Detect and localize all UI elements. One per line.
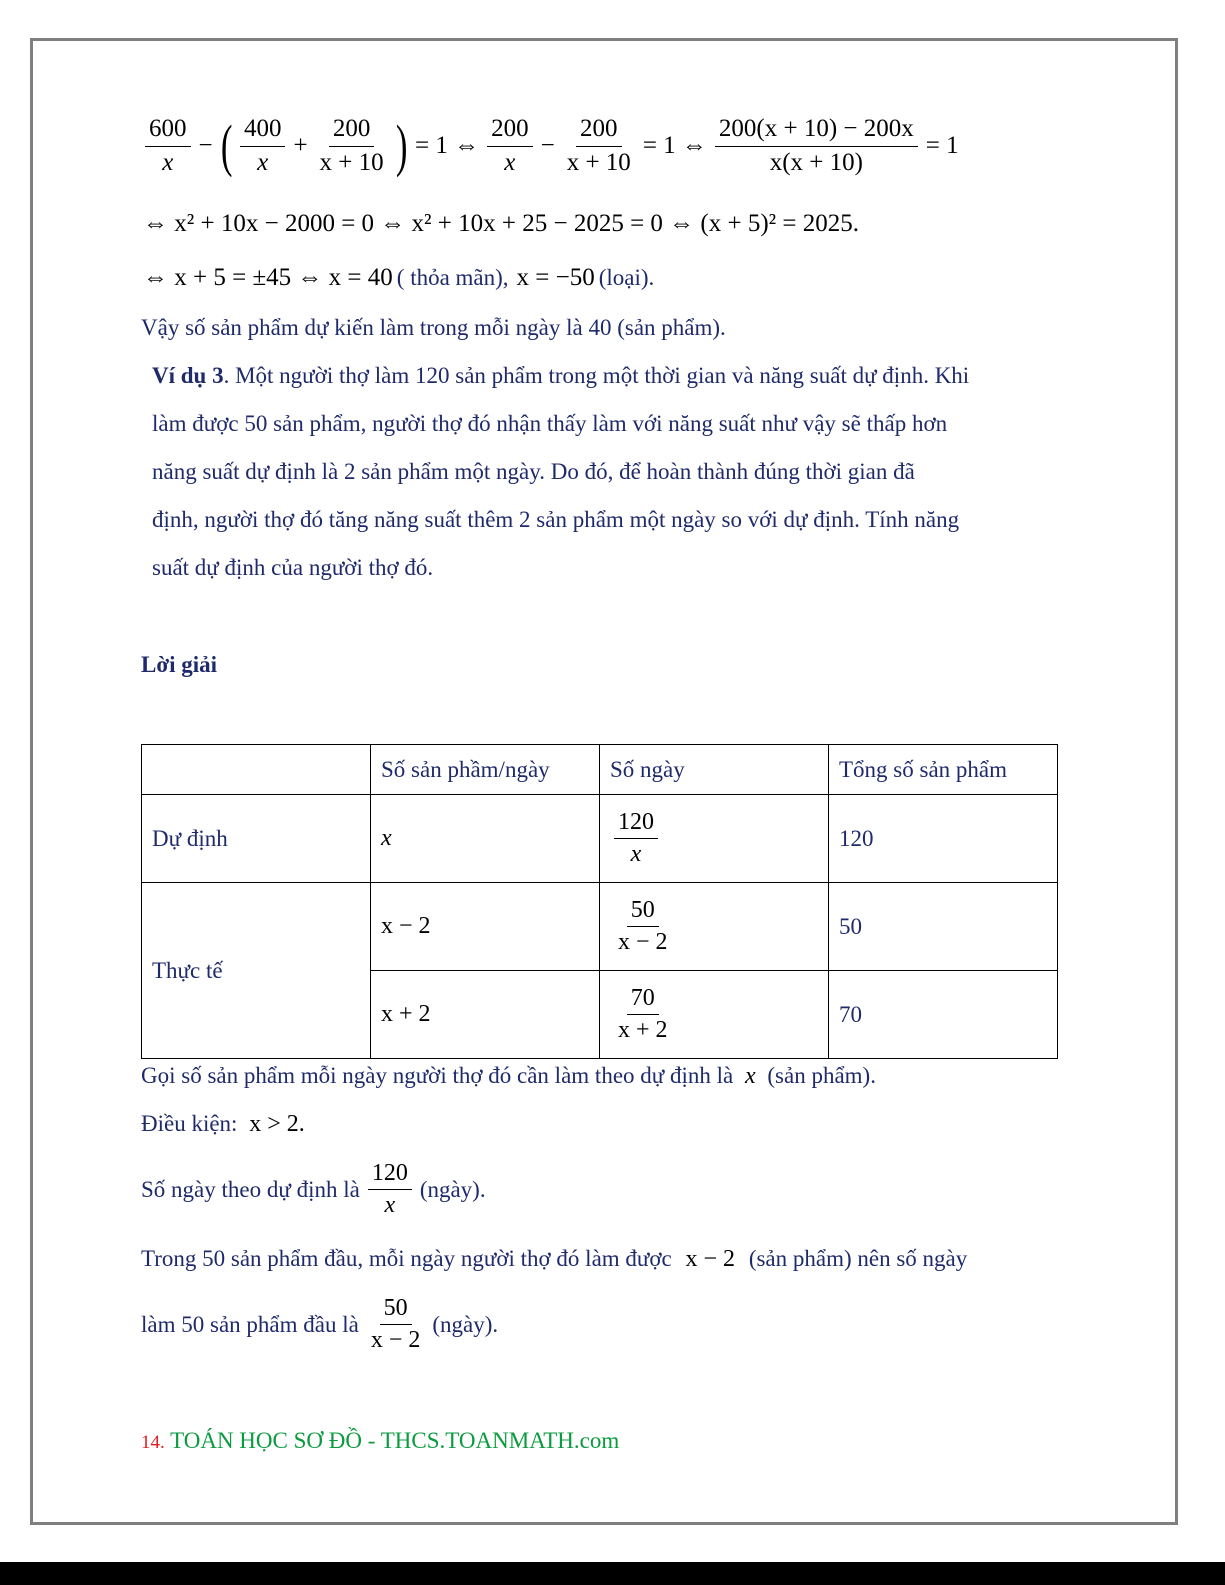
text: (ngày). bbox=[419, 1176, 486, 1202]
equation-part: x = −50 bbox=[516, 264, 595, 291]
solution-table bbox=[141, 744, 1058, 1059]
fraction bbox=[240, 113, 286, 179]
fraction bbox=[563, 113, 635, 179]
fraction bbox=[715, 113, 918, 179]
math: x − 2 bbox=[685, 1246, 736, 1272]
page-footer bbox=[141, 1428, 619, 1454]
fraction bbox=[316, 113, 388, 179]
example-line: năng suất dự định là 2 sản phẩm một ngày. Do đó, để hoàn thành đúng thời gian đã bbox=[152, 459, 915, 484]
page-number: 14. bbox=[141, 1432, 165, 1453]
example-line: suất dự định của người thợ đó. bbox=[152, 555, 434, 580]
text: Gọi số sản phẩm mỗi ngày người thợ đó cần làm theo dự định là bbox=[141, 1063, 734, 1088]
fraction bbox=[614, 807, 658, 870]
math: x > 2. bbox=[249, 1111, 305, 1137]
equation-line-2: ⇔ x² + 10x − 2000 = 0 ⇔ x² + 10x + 25 − 2025 = 0 ⇔ (x + 5)² = 2025. bbox=[143, 210, 860, 237]
fraction bbox=[487, 113, 533, 179]
denominator: x bbox=[257, 148, 269, 176]
equation-part: ⇔ x + 5 = ±45 ⇔ x = 40 bbox=[143, 264, 393, 291]
right-paren: ) bbox=[395, 113, 408, 178]
denominator: x + 10 bbox=[319, 148, 384, 176]
note-satisfied: ( thỏa mãn), bbox=[396, 265, 509, 290]
text: Điều kiện: bbox=[141, 1111, 238, 1136]
bottom-bar bbox=[0, 1562, 1225, 1585]
left-paren: ( bbox=[220, 113, 233, 178]
operator: = 1 ⇔ bbox=[642, 132, 707, 159]
example-text: . Một người thợ làm 120 sản phẩm trong một thời gian và năng suất dự định. Khi bbox=[223, 363, 970, 388]
numerator: 50 bbox=[627, 895, 659, 927]
text: Số ngày theo dự định là bbox=[141, 1176, 360, 1202]
fraction bbox=[614, 983, 672, 1046]
denominator: x + 10 bbox=[566, 148, 631, 176]
table-cell: Dự định bbox=[142, 795, 371, 883]
numerator: 400 bbox=[240, 113, 286, 147]
denominator: x bbox=[384, 1192, 396, 1219]
body-paragraph bbox=[141, 1246, 967, 1273]
table-header: Số ngày bbox=[600, 745, 829, 795]
text: làm 50 sản phẩm đầu là bbox=[141, 1311, 359, 1337]
table-row bbox=[142, 795, 1058, 883]
table-header: Tổng số sản phẩm bbox=[829, 745, 1058, 795]
body-paragraph bbox=[141, 1158, 486, 1221]
table-cell: 120 bbox=[829, 795, 1058, 883]
numerator: 200 bbox=[487, 113, 533, 147]
denominator: x − 2 bbox=[370, 1327, 421, 1354]
table-cell: 70 bbox=[829, 971, 1058, 1059]
denominator: x − 2 bbox=[618, 929, 668, 955]
example-line: làm được 50 sản phẩm, người thợ đó nhận thấy làm với năng suất như vậy sẽ thấp hơn bbox=[152, 411, 948, 436]
equation-line-1 bbox=[141, 113, 963, 179]
numerator: 120 bbox=[614, 807, 658, 839]
numerator: 50 bbox=[380, 1293, 412, 1325]
numerator: 70 bbox=[627, 983, 659, 1015]
table-cell: x bbox=[381, 825, 392, 851]
table-cell: x − 2 bbox=[371, 883, 600, 971]
conclusion-text: Vậy số sản phẩm dự kiến làm trong mỗi ngày là 40 (sản phẩm). bbox=[141, 315, 726, 340]
numerator: 200 bbox=[329, 113, 375, 147]
text: Trong 50 sản phẩm đầu, mỗi ngày người thợ đó làm được bbox=[141, 1246, 672, 1271]
numerator: 600 bbox=[145, 113, 191, 147]
fraction bbox=[145, 113, 191, 179]
numerator: 120 bbox=[368, 1158, 412, 1190]
numerator: 200 bbox=[576, 113, 622, 147]
operator: − bbox=[540, 132, 555, 159]
fraction bbox=[367, 1293, 425, 1356]
table-header: Số sản phầm/ngày bbox=[371, 745, 600, 795]
footer-text: TOÁN HỌC SƠ ĐỒ - THCS.TOANMATH.com bbox=[170, 1428, 620, 1453]
operator: = 1 bbox=[925, 132, 959, 159]
example-line: định, người thợ đó tăng năng suất thêm 2 sản phẩm một ngày so với dự định. Tính năng bbox=[152, 507, 960, 532]
text: (sản phẩm). bbox=[767, 1063, 876, 1088]
operator: + bbox=[293, 132, 308, 159]
table-cell: Thực tế bbox=[142, 883, 371, 1059]
equation-line-3 bbox=[143, 264, 654, 292]
text: (sản phẩm) nên số ngày bbox=[748, 1246, 968, 1271]
body-paragraph bbox=[141, 1111, 305, 1138]
numerator: 200(x + 10) − 200x bbox=[715, 113, 918, 147]
body-paragraph bbox=[141, 1063, 876, 1090]
denominator: x bbox=[162, 148, 174, 176]
fraction bbox=[614, 895, 672, 958]
example-line bbox=[152, 363, 969, 389]
note-rejected: (loại). bbox=[598, 265, 655, 290]
table-cell: x + 2 bbox=[371, 971, 600, 1059]
text: (ngày). bbox=[432, 1311, 499, 1337]
example-label: Ví dụ 3 bbox=[152, 363, 224, 388]
table-header bbox=[142, 745, 371, 795]
denominator: x bbox=[504, 148, 516, 176]
table-cell: 50 bbox=[829, 883, 1058, 971]
denominator: x bbox=[630, 841, 642, 867]
solution-heading: Lời giải bbox=[141, 652, 217, 677]
denominator: x + 2 bbox=[618, 1017, 668, 1043]
operator: = 1 ⇔ bbox=[414, 132, 480, 159]
denominator: x(x + 10) bbox=[769, 148, 863, 176]
body-paragraph bbox=[141, 1293, 498, 1356]
fraction bbox=[368, 1158, 412, 1221]
math: x bbox=[744, 1063, 756, 1089]
table-row bbox=[142, 883, 1058, 971]
table-header-row bbox=[142, 745, 1058, 795]
operator: − bbox=[198, 132, 213, 159]
